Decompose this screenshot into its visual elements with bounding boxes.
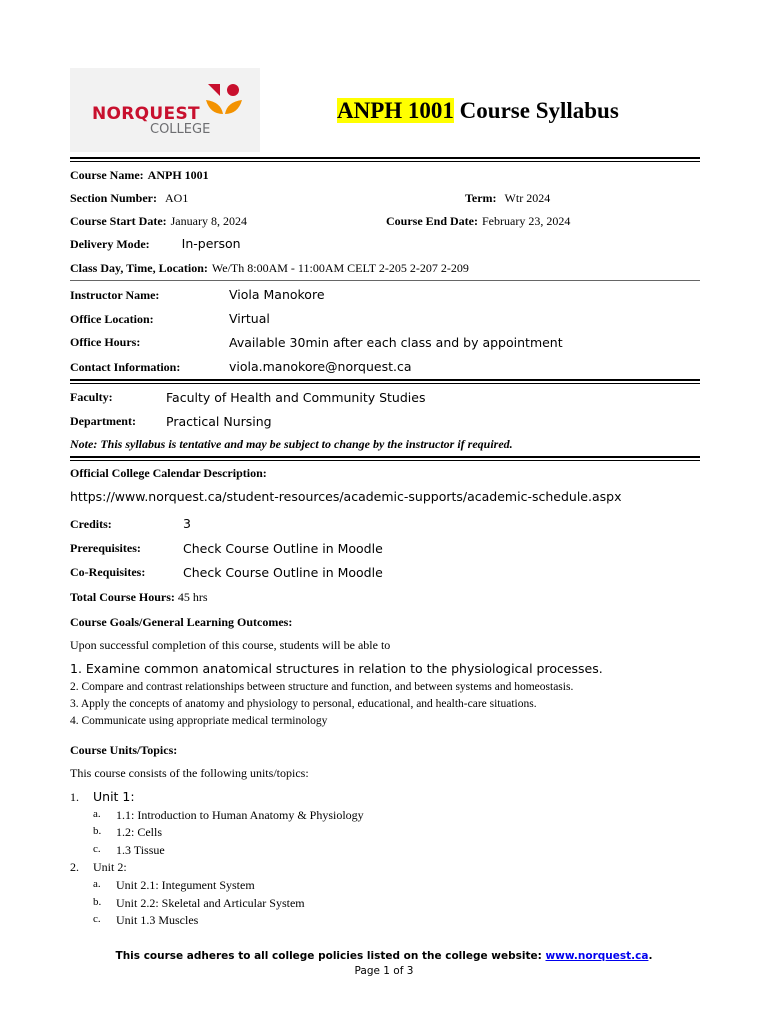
norquest-flower-icon [204, 82, 244, 118]
page-number: Page 1 of 3 [354, 965, 414, 977]
office-hours-label: Office Hours: [70, 335, 141, 349]
policy-footer [0, 950, 768, 962]
class-row [70, 259, 469, 277]
goal-item: 3. Apply the concepts of anatomy and physiology to personal, educational, and health-care situations. [70, 698, 537, 710]
corequisites-value: Check Course Outline in Moodle [183, 565, 383, 580]
policy-text: This course adheres to all college policies listed on the college website: [115, 950, 546, 962]
delivery-row [70, 235, 241, 253]
subtopic-item: 1.2: Cells [116, 825, 163, 839]
course-code-highlight: ANPH 1001 [337, 98, 454, 123]
subtopic-item: Unit 2.1: Integument System [116, 878, 255, 892]
subtopic-letter: c. [93, 843, 101, 855]
policy-end: . [648, 950, 653, 962]
page-title [337, 98, 619, 124]
subtopic-item: 1.1: Introduction to Human Anatomy & Physiology [116, 808, 364, 822]
department-value: Practical Nursing [166, 414, 272, 429]
contact-label: Contact Information: [70, 360, 181, 374]
college-logo [70, 68, 260, 152]
term-row [465, 189, 550, 207]
end-date-value: February 23, 2024 [482, 214, 571, 228]
subtopic-letter: c. [93, 913, 101, 925]
instructor-name-label: Instructor Name: [70, 288, 160, 302]
goal-item: 1. Examine common anatomical structures in relation to the physiological processes. [70, 661, 603, 676]
subtopic-letter: a. [93, 808, 101, 820]
end-date-label: Course End Date: [386, 214, 478, 228]
office-hours-value: Available 30min after each class and by appointment [229, 335, 563, 350]
course-name-value: ANPH 1001 [147, 168, 209, 182]
unit-number: 2. [70, 860, 79, 874]
logo-subtitle: COLLEGE [150, 122, 211, 137]
unit-title: Unit 1: [93, 789, 135, 804]
office-location-label: Office Location: [70, 312, 154, 326]
corequisites-label: Co-Requisites: [70, 565, 146, 579]
syllabus-note: Note: This syllabus is tentative and may be subject to change by the instructor if required. [70, 437, 513, 451]
term-value: Wtr 2024 [504, 191, 551, 205]
start-date-label: Course Start Date: [70, 214, 167, 228]
total-hours-row [70, 588, 208, 606]
subtopic-letter: b. [93, 896, 102, 908]
logo-wordmark: NORQUEST [92, 104, 200, 124]
subtopic-item: Unit 2.2: Skeletal and Articular System [116, 896, 305, 910]
subtopic-item: Unit 1.3 Muscles [116, 913, 199, 927]
start-date-value: January 8, 2024 [170, 214, 247, 228]
class-value: We/Th 8:00AM - 11:00AM CELT 2-205 2-207 2-209 [211, 261, 469, 275]
calendar-url[interactable]: https://www.norquest.ca/student-resources/academic-supports/academic-schedule.aspx [70, 489, 622, 504]
subtopic-letter: b. [93, 825, 102, 837]
section-label: Section Number: [70, 191, 157, 205]
start-date-row [70, 212, 247, 230]
goal-item: 4. Communicate using appropriate medical terminology [70, 715, 328, 727]
units-heading: Course Units/Topics: [70, 743, 178, 757]
divider [70, 280, 700, 281]
end-date-row [386, 212, 570, 230]
subtopic-item: 1.3 Tissue [116, 843, 165, 857]
unit-title: Unit 2: [93, 860, 127, 874]
subtopic-letter: a. [93, 878, 101, 890]
divider [70, 379, 700, 384]
course-name-label: Course Name: [70, 168, 144, 182]
prerequisites-label: Prerequisites: [70, 541, 141, 555]
department-label: Department: [70, 414, 136, 428]
college-website-link[interactable]: www.norquest.ca [545, 950, 649, 962]
delivery-label: Delivery Mode: [70, 237, 150, 251]
faculty-label: Faculty: [70, 390, 113, 404]
credits-label: Credits: [70, 517, 112, 531]
delivery-value: In-person [181, 236, 241, 251]
credits-value: 3 [183, 516, 191, 531]
prerequisites-value: Check Course Outline in Moodle [183, 541, 383, 556]
office-location-value: Virtual [229, 311, 270, 326]
units-intro: This course consists of the following units/topics: [70, 766, 309, 780]
class-label: Class Day, Time, Location: [70, 261, 208, 275]
term-label: Term: [465, 191, 497, 205]
title-text: Course Syllabus [453, 98, 619, 123]
goals-intro: Upon successful completion of this course, students will be able to [70, 638, 391, 652]
section-row [70, 189, 188, 207]
calendar-heading: Official College Calendar Description: [70, 466, 267, 480]
total-hours-label: Total Course Hours: [70, 590, 175, 604]
divider [70, 157, 700, 162]
divider [70, 456, 700, 461]
section-value: AO1 [165, 191, 189, 205]
goal-item: 2. Compare and contrast relationships between structure and function, and between systems and homeostasis. [70, 681, 574, 693]
goals-heading: Course Goals/General Learning Outcomes: [70, 615, 293, 629]
instructor-name-value: Viola Manokore [229, 287, 325, 302]
course-name-row [70, 166, 209, 184]
faculty-value: Faculty of Health and Community Studies [166, 390, 426, 405]
contact-email[interactable]: viola.manokore@norquest.ca [229, 359, 412, 374]
total-hours-value: 45 hrs [174, 590, 208, 604]
unit-number: 1. [70, 790, 79, 804]
